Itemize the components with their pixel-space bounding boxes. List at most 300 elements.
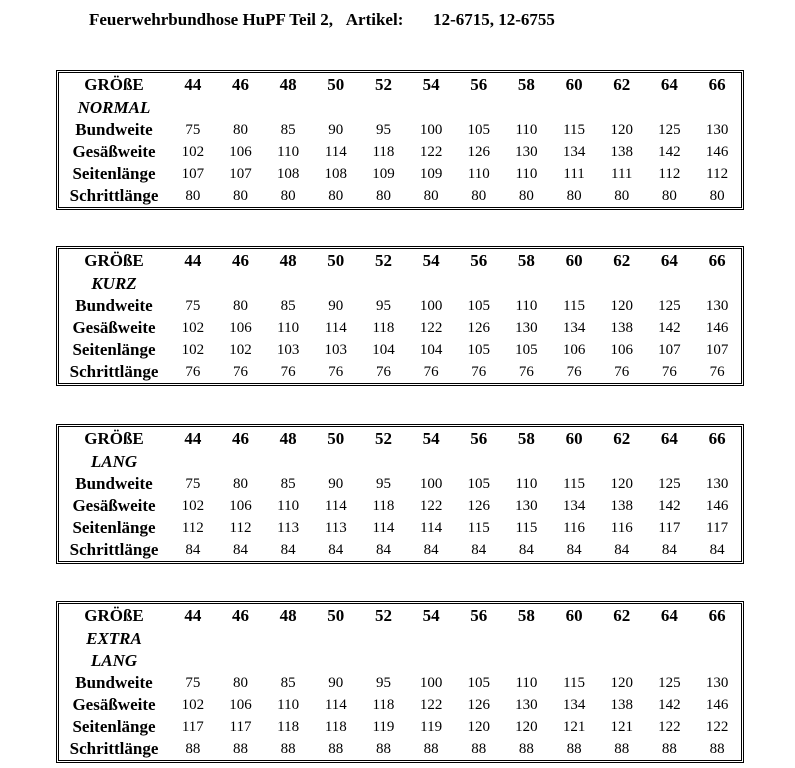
- measurement-value: 138: [610, 320, 633, 336]
- size-table: [56, 70, 744, 210]
- measurement-value: 76: [185, 364, 201, 380]
- measurement-value: 80: [232, 298, 248, 314]
- variant-label: KURZ: [91, 274, 137, 293]
- variant-label: LANG: [90, 452, 138, 471]
- measurement-value: 106: [610, 342, 633, 358]
- size-header-cell: 54: [422, 251, 440, 270]
- measurement-value: 120: [610, 675, 633, 691]
- size-label: GRÖßE: [84, 606, 144, 625]
- measurement-label: Schrittlänge: [69, 739, 159, 758]
- measurement-value: 121: [610, 719, 633, 735]
- size-header-cell: 62: [613, 429, 631, 448]
- measurement-value: 88: [709, 741, 725, 757]
- measurement-value: 75: [185, 122, 201, 138]
- measurement-value: 115: [515, 520, 538, 536]
- measurement-value: 88: [518, 741, 534, 757]
- size-header-row: [59, 73, 741, 97]
- size-header-cell: 66: [708, 429, 726, 448]
- measurement-value: 116: [610, 520, 633, 536]
- measurement-value: 108: [276, 166, 300, 182]
- measurement-value: 117: [658, 520, 681, 536]
- measurement-value: 105: [515, 342, 538, 358]
- variant-row: [59, 273, 741, 295]
- measurement-row: [59, 694, 741, 716]
- measurement-value: 110: [515, 166, 538, 182]
- measurement-value: 110: [277, 320, 300, 336]
- measurement-row: [59, 141, 741, 163]
- article-numbers: 12-6715, 12-6755: [433, 10, 555, 29]
- measurement-value: 142: [658, 320, 681, 336]
- measurement-value: 102: [181, 498, 205, 514]
- measurement-value: 110: [467, 166, 490, 182]
- measurement-value: 120: [610, 122, 633, 138]
- measurement-value: 105: [467, 476, 491, 492]
- size-header-cell: 48: [279, 75, 297, 94]
- measurement-value: 76: [328, 364, 344, 380]
- measurement-value: 95: [375, 476, 391, 492]
- measurement-value: 114: [372, 520, 395, 536]
- measurement-value: 76: [423, 364, 439, 380]
- measurement-value: 80: [232, 675, 248, 691]
- measurement-value: 80: [471, 188, 487, 204]
- measurement-row: [59, 539, 741, 561]
- variant-label: LANG: [90, 651, 138, 670]
- measurement-value: 125: [658, 476, 681, 492]
- measurement-value: 130: [705, 122, 729, 138]
- size-label: GRÖßE: [84, 429, 144, 448]
- measurement-value: 76: [471, 364, 487, 380]
- measurement-value: 84: [375, 542, 391, 558]
- measurement-value: 120: [610, 476, 633, 492]
- measurement-value: 84: [185, 542, 201, 558]
- size-header-cell: 46: [231, 251, 249, 270]
- measurement-label: Bundweite: [75, 474, 153, 493]
- size-header-cell: 66: [708, 606, 726, 625]
- size-header-cell: 52: [374, 75, 392, 94]
- measurement-value: 125: [658, 298, 681, 314]
- measurement-value: 110: [277, 697, 300, 713]
- measurement-value: 146: [705, 697, 729, 713]
- measurement-value: 130: [515, 320, 538, 336]
- size-table: [56, 601, 744, 763]
- measurement-value: 80: [232, 188, 248, 204]
- size-header-row: [59, 427, 741, 451]
- size-header-cell: 56: [470, 429, 488, 448]
- size-header-cell: 64: [660, 75, 678, 94]
- size-header-cell: 52: [374, 429, 392, 448]
- size-header-cell: 48: [279, 251, 297, 270]
- size-header-cell: 58: [517, 75, 535, 94]
- measurement-value: 106: [229, 320, 252, 336]
- measurement-value: 115: [563, 476, 586, 492]
- size-header-cell: 50: [327, 606, 345, 625]
- size-header-cell: 60: [565, 429, 583, 448]
- measurement-value: 90: [328, 476, 344, 492]
- variant-filler: [169, 273, 741, 295]
- measurement-value: 146: [705, 320, 729, 336]
- measurement-value: 88: [566, 741, 582, 757]
- measurement-value: 84: [518, 542, 534, 558]
- document-title: [89, 10, 555, 30]
- size-header-cell: 62: [613, 251, 631, 270]
- measurement-value: 80: [518, 188, 534, 204]
- measurement-value: 109: [419, 166, 443, 182]
- measurement-label: Seitenlänge: [72, 518, 156, 537]
- measurement-value: 80: [185, 188, 201, 204]
- measurement-label: Gesäßweite: [72, 142, 156, 161]
- measurement-value: 88: [423, 741, 439, 757]
- measurement-value: 114: [324, 498, 347, 514]
- measurement-value: 110: [515, 122, 538, 138]
- size-header-cell: 58: [517, 251, 535, 270]
- measurement-value: 103: [324, 342, 348, 358]
- size-header-cell: 64: [660, 429, 678, 448]
- measurement-row: [59, 317, 741, 339]
- measurement-label: Gesäßweite: [72, 318, 156, 337]
- measurement-value: 100: [419, 122, 443, 138]
- measurement-value: 112: [181, 520, 204, 536]
- measurement-value: 88: [375, 741, 391, 757]
- measurement-value: 110: [515, 298, 538, 314]
- size-header-cell: 50: [327, 75, 345, 94]
- measurement-value: 122: [419, 498, 443, 514]
- measurement-value: 85: [280, 476, 296, 492]
- measurement-value: 80: [709, 188, 725, 204]
- measurement-value: 107: [705, 342, 729, 358]
- measurement-value: 118: [372, 144, 395, 160]
- size-header-cell: 50: [327, 429, 345, 448]
- measurement-value: 80: [566, 188, 582, 204]
- measurement-value: 84: [232, 542, 248, 558]
- measurement-value: 84: [614, 542, 630, 558]
- measurement-value: 118: [324, 719, 347, 735]
- measurement-row: [59, 672, 741, 694]
- measurement-value: 112: [658, 166, 681, 182]
- measurement-value: 105: [467, 122, 491, 138]
- size-header-cell: 58: [517, 606, 535, 625]
- measurement-value: 116: [563, 520, 586, 536]
- size-header-cell: 48: [279, 429, 297, 448]
- measurement-value: 75: [185, 298, 201, 314]
- measurement-value: 95: [375, 675, 391, 691]
- measurement-value: 80: [661, 188, 677, 204]
- measurement-value: 76: [232, 364, 248, 380]
- measurement-value: 76: [280, 364, 296, 380]
- size-header-cell: 50: [327, 251, 345, 270]
- measurement-value: 112: [706, 166, 729, 182]
- measurement-value: 88: [232, 741, 248, 757]
- measurement-value: 85: [280, 122, 296, 138]
- variant-row: [59, 650, 741, 672]
- measurement-value: 100: [419, 298, 443, 314]
- title-text: Feuerwehrbundhose HuPF Teil 2,: [89, 10, 334, 29]
- measurement-value: 113: [324, 520, 347, 536]
- size-header-cell: 56: [470, 75, 488, 94]
- measurement-value: 142: [658, 498, 681, 514]
- measurement-value: 119: [372, 719, 395, 735]
- size-header-cell: 46: [231, 429, 249, 448]
- measurement-value: 130: [705, 675, 729, 691]
- measurement-value: 106: [229, 144, 252, 160]
- measurement-value: 76: [709, 364, 725, 380]
- measurement-row: [59, 163, 741, 185]
- measurement-value: 100: [419, 476, 443, 492]
- measurement-value: 114: [324, 144, 347, 160]
- variant-row: [59, 97, 741, 119]
- measurement-row: [59, 361, 741, 383]
- measurement-value: 122: [419, 320, 443, 336]
- measurement-row: [59, 295, 741, 317]
- measurement-value: 88: [614, 741, 630, 757]
- measurement-value: 120: [610, 298, 633, 314]
- measurement-value: 80: [328, 188, 344, 204]
- measurement-label: Seitenlänge: [72, 717, 156, 736]
- measurement-value: 134: [562, 144, 586, 160]
- measurement-value: 138: [610, 498, 633, 514]
- measurement-value: 138: [610, 144, 633, 160]
- variant-filler: [169, 650, 741, 672]
- measurement-value: 114: [420, 520, 443, 536]
- measurement-value: 90: [328, 122, 344, 138]
- size-label: GRÖßE: [84, 251, 144, 270]
- size-header-row: [59, 604, 741, 628]
- measurement-value: 84: [280, 542, 296, 558]
- size-header-cell: 60: [565, 251, 583, 270]
- measurement-value: 130: [705, 298, 729, 314]
- measurement-value: 126: [467, 697, 491, 713]
- variant-row: [59, 628, 741, 650]
- size-header-cell: 44: [184, 251, 202, 270]
- measurement-value: 90: [328, 298, 344, 314]
- measurement-value: 112: [229, 520, 252, 536]
- measurement-row: [59, 517, 741, 539]
- measurement-value: 90: [328, 675, 344, 691]
- measurement-value: 75: [185, 476, 201, 492]
- size-header-cell: 48: [279, 606, 297, 625]
- size-header-cell: 66: [708, 251, 726, 270]
- measurement-value: 111: [563, 166, 585, 182]
- measurement-value: 118: [277, 719, 300, 735]
- measurement-value: 118: [372, 320, 395, 336]
- size-header-cell: 46: [231, 75, 249, 94]
- measurement-label: Schrittlänge: [69, 186, 159, 205]
- measurement-value: 118: [372, 498, 395, 514]
- measurement-value: 142: [658, 697, 681, 713]
- measurement-value: 88: [280, 741, 296, 757]
- measurement-value: 102: [181, 144, 205, 160]
- measurement-value: 110: [277, 498, 300, 514]
- measurement-value: 115: [563, 122, 586, 138]
- size-header-cell: 62: [613, 75, 631, 94]
- measurement-value: 76: [375, 364, 391, 380]
- size-header-cell: 54: [422, 429, 440, 448]
- measurement-value: 80: [375, 188, 391, 204]
- measurement-value: 105: [467, 342, 491, 358]
- measurement-value: 146: [705, 498, 729, 514]
- measurement-label: Schrittlänge: [69, 362, 159, 381]
- measurement-label: Seitenlänge: [72, 340, 156, 359]
- measurement-value: 119: [420, 719, 443, 735]
- size-header-cell: 54: [422, 75, 440, 94]
- size-header-cell: 56: [470, 606, 488, 625]
- measurement-label: Seitenlänge: [72, 164, 156, 183]
- measurement-row: [59, 185, 741, 207]
- measurement-row: [59, 473, 741, 495]
- measurement-value: 117: [229, 719, 252, 735]
- size-header-row: [59, 249, 741, 273]
- size-header-cell: 62: [613, 606, 631, 625]
- measurement-value: 80: [280, 188, 296, 204]
- size-header-cell: 54: [422, 606, 440, 625]
- measurement-value: 122: [658, 719, 681, 735]
- measurement-value: 126: [467, 320, 491, 336]
- measurement-value: 121: [562, 719, 586, 735]
- size-header-cell: 60: [565, 606, 583, 625]
- size-header-cell: 52: [374, 606, 392, 625]
- measurement-value: 100: [419, 675, 443, 691]
- measurement-row: [59, 339, 741, 361]
- measurement-value: 107: [181, 166, 205, 182]
- measurement-value: 80: [232, 476, 248, 492]
- measurement-value: 114: [324, 697, 347, 713]
- measurement-value: 113: [277, 520, 300, 536]
- measurement-value: 110: [515, 675, 538, 691]
- measurement-value: 76: [661, 364, 677, 380]
- measurement-value: 80: [614, 188, 630, 204]
- measurement-value: 146: [705, 144, 729, 160]
- measurement-value: 88: [185, 741, 201, 757]
- measurement-value: 117: [181, 719, 204, 735]
- measurement-row: [59, 716, 741, 738]
- measurement-value: 114: [324, 320, 347, 336]
- measurement-row: [59, 738, 741, 760]
- measurement-value: 117: [706, 520, 729, 536]
- measurement-value: 110: [277, 144, 300, 160]
- measurement-value: 102: [181, 342, 205, 358]
- measurement-value: 106: [562, 342, 586, 358]
- size-header-cell: 58: [517, 429, 535, 448]
- measurement-value: 134: [562, 320, 586, 336]
- measurement-row: [59, 495, 741, 517]
- measurement-value: 85: [280, 298, 296, 314]
- measurement-value: 125: [658, 675, 681, 691]
- measurement-value: 122: [705, 719, 729, 735]
- variant-filler: [169, 97, 741, 119]
- measurement-value: 102: [229, 342, 252, 358]
- measurement-value: 102: [181, 320, 205, 336]
- measurement-value: 84: [566, 542, 582, 558]
- measurement-value: 80: [232, 122, 248, 138]
- measurement-value: 115: [563, 675, 586, 691]
- variant-label: NORMAL: [77, 98, 151, 117]
- measurement-value: 130: [515, 697, 538, 713]
- measurement-label: Schrittlänge: [69, 540, 159, 559]
- measurement-value: 118: [372, 697, 395, 713]
- measurement-value: 110: [515, 476, 538, 492]
- measurement-value: 85: [280, 675, 296, 691]
- size-header-cell: 44: [184, 606, 202, 625]
- measurement-value: 120: [467, 719, 491, 735]
- measurement-value: 76: [566, 364, 582, 380]
- variant-label: EXTRA: [86, 629, 142, 648]
- measurement-value: 108: [324, 166, 348, 182]
- size-header-cell: 56: [470, 251, 488, 270]
- article-label: Artikel:: [345, 10, 404, 29]
- measurement-value: 107: [658, 342, 681, 358]
- size-header-cell: 44: [184, 429, 202, 448]
- measurement-value: 126: [467, 144, 491, 160]
- measurement-value: 80: [423, 188, 439, 204]
- measurement-label: Gesäßweite: [72, 695, 156, 714]
- measurement-value: 95: [375, 298, 391, 314]
- measurement-value: 115: [467, 520, 490, 536]
- measurement-value: 122: [419, 144, 443, 160]
- measurement-value: 122: [419, 697, 443, 713]
- measurement-row: [59, 119, 741, 141]
- measurement-value: 125: [658, 122, 681, 138]
- size-table: [56, 424, 744, 564]
- measurement-value: 88: [661, 741, 677, 757]
- measurement-value: 105: [467, 675, 491, 691]
- size-header-cell: 64: [660, 251, 678, 270]
- size-header-cell: 52: [374, 251, 392, 270]
- measurement-value: 84: [471, 542, 487, 558]
- measurement-value: 75: [185, 675, 201, 691]
- size-label: GRÖßE: [84, 75, 144, 94]
- measurement-label: Bundweite: [75, 673, 153, 692]
- measurement-value: 111: [611, 166, 633, 182]
- measurement-value: 106: [229, 498, 252, 514]
- variant-row: [59, 451, 741, 473]
- measurement-value: 102: [181, 697, 205, 713]
- measurement-value: 130: [515, 144, 538, 160]
- size-table: [56, 246, 744, 386]
- measurement-value: 130: [705, 476, 729, 492]
- size-header-cell: 66: [708, 75, 726, 94]
- size-header-cell: 46: [231, 606, 249, 625]
- measurement-value: 88: [328, 741, 344, 757]
- measurement-value: 106: [229, 697, 252, 713]
- variant-filler: [169, 628, 741, 650]
- measurement-value: 76: [518, 364, 534, 380]
- measurement-value: 134: [562, 498, 586, 514]
- measurement-value: 126: [467, 498, 491, 514]
- measurement-value: 84: [709, 542, 725, 558]
- measurement-label: Bundweite: [75, 120, 153, 139]
- measurement-value: 76: [614, 364, 630, 380]
- measurement-value: 134: [562, 697, 586, 713]
- size-header-cell: 60: [565, 75, 583, 94]
- measurement-value: 107: [229, 166, 252, 182]
- measurement-value: 138: [610, 697, 633, 713]
- measurement-value: 95: [375, 122, 391, 138]
- measurement-value: 105: [467, 298, 491, 314]
- measurement-label: Gesäßweite: [72, 496, 156, 515]
- measurement-value: 84: [423, 542, 439, 558]
- measurement-value: 115: [563, 298, 586, 314]
- measurement-value: 142: [658, 144, 681, 160]
- size-header-cell: 64: [660, 606, 678, 625]
- measurement-value: 103: [276, 342, 300, 358]
- measurement-value: 104: [372, 342, 395, 358]
- measurement-value: 109: [372, 166, 395, 182]
- measurement-value: 104: [419, 342, 443, 358]
- measurement-label: Bundweite: [75, 296, 153, 315]
- measurement-value: 84: [661, 542, 677, 558]
- measurement-value: 84: [328, 542, 344, 558]
- measurement-value: 120: [515, 719, 538, 735]
- size-header-cell: 44: [184, 75, 202, 94]
